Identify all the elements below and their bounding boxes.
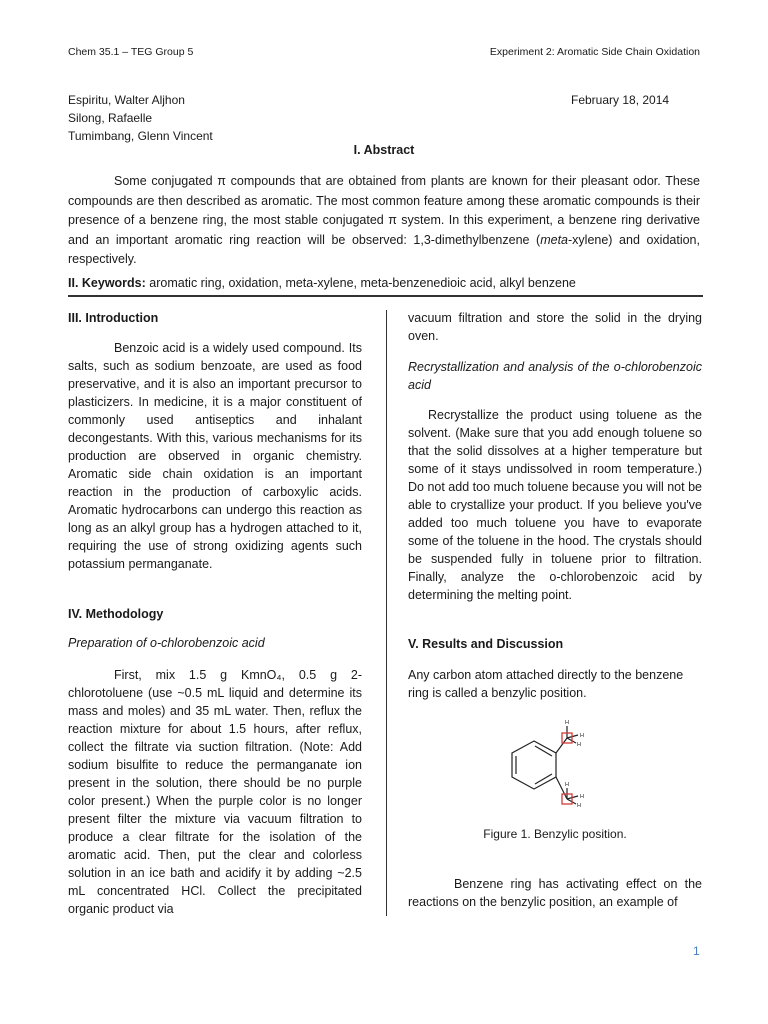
methodology-body-2: Recrystallize the product using toluene as the solvent. (Make sure that you add enough toluene so that the solid dissolves at a higher temperature but some of it stays undissolved in room temperature.) Do not add too much toluene because you will not be able to crystallize your product. If you believe you've added too much toluene you have to evaporate some of the toluene in the hood. The crystals should be suspended fully in toluene prior to filtration. Finally, analyze the o-chlorobenzoic acid by determining the melting point.: [408, 408, 702, 602]
abstract-italic: meta: [540, 232, 569, 247]
intro-text: [68, 339, 362, 573]
section-rule: [68, 295, 703, 297]
h-label: H: [565, 782, 569, 788]
methodology-text-1: [68, 666, 362, 918]
h-label: H: [580, 794, 584, 800]
abstract-title: I. Abstract: [353, 143, 415, 157]
results-body-2: Benzene ring has activating effect on the reactions on the benzylic position, an example of: [408, 877, 702, 909]
column-divider: [386, 310, 387, 916]
author-3: Tumimbang, Glenn Vincent: [68, 129, 213, 143]
keywords-label: II. Keywords:: [68, 276, 146, 290]
keywords: [68, 276, 700, 290]
results-text-2: [408, 875, 702, 911]
figure-caption: Figure 1. Benzylic position.: [483, 827, 627, 841]
methodology-subtitle-2: Recrystallization and analysis of the o-chlorobenzoic acid: [408, 360, 702, 392]
header-experiment: Experiment 2: Aromatic Side Chain Oxidation: [489, 46, 700, 58]
header-course: Chem 35.1 – TEG Group 5: [68, 46, 194, 58]
methodology-text-1-cont: vacuum filtration and store the solid in the drying oven.: [408, 311, 702, 343]
benzene-ring: [512, 741, 556, 789]
h-label: H: [565, 720, 569, 726]
abstract-body: Some conjugated π compounds that are obtained from plants are known for their pleasant odor. These compounds are then described as aromatic. The most common feature among these aromatic compounds is their presence of a benzene ring, the most stable conjugated π system. In this experiment, a benzene ring derivative and an important aromatic ring reaction will be observed: 1,3-dimethylbenzene (: [68, 174, 700, 247]
abstract-text: [68, 172, 700, 270]
methodology-text-2: [408, 406, 702, 604]
author-2: Silong, Rafaelle: [68, 111, 153, 125]
h-label: H: [580, 733, 584, 739]
ring-double-bond-2: [535, 746, 552, 756]
methodology-title: [68, 605, 362, 623]
benzylic-figure: [500, 714, 600, 824]
author-1: Espiritu, Walter Aljhon: [68, 93, 185, 107]
page-number: 1: [693, 944, 700, 958]
abstract-end: -xylene) and oxidation, respectively.: [68, 232, 700, 266]
results-title: [408, 635, 702, 653]
results-title-text: V. Results and Discussion: [408, 637, 564, 651]
methodology-body-1: First, mix 1.5 g KmnO₄, 0.5 g 2-chlorotoluene (use ~0.5 mL liquid and determine its mass and moles) and 35 mL water. Then, reflux the reaction mixture for about 1.5 hours, after reflux, collect the filtrate via suction filtration. (Note: Add sodium bisulfite to reduce the permanganate ion present in the solution, there should be no purple color present.) When the purple color is no longer present filter the mixture via vacuum filtration to produce a clear filtrate for the isolation of the aromatic acid. Then, put the clear and colorless solution in an ice bath and acidify it by adding ~2.5 mL concentrated HCl. Collect the precipitated organic product via: [68, 668, 362, 916]
methodology-subtitle-1: Preparation of o-chlorobenzoic acid: [68, 636, 265, 650]
intro-title: [68, 309, 362, 327]
intro-body: Benzoic acid is a widely used compound. Its salts, such as sodium benzoate, are used as food preservative, and it is also an important precursor to plasticizers. In medicine, it is a major constituent of commonly used antiseptics and inhalant decongestants. With this, various mechanisms for its production are observed in organic chemistry. Aromatic side chain oxidation is an important reaction in the production of carboxylic acids. Aromatic hydrocarbons can undergo this reaction as long as an alkyl group has a hydrogen attached to it, requiring the use of strong oxidizing agents such potassium permanganate.: [68, 341, 362, 571]
intro-title-text: III. Introduction: [68, 311, 159, 325]
results-text-1: Any carbon atom attached directly to the benzene ring is called a benzylic position.: [408, 668, 684, 700]
h-label: H: [577, 742, 581, 748]
keywords-text: aromatic ring, oxidation, meta-xylene, meta-benzenedioic acid, alkyl benzene: [145, 276, 576, 290]
h-label: H: [577, 803, 581, 809]
date: February 18, 2014: [571, 93, 670, 107]
ring-double-bond-3: [535, 774, 552, 784]
methodology-title-text: IV. Methodology: [68, 607, 164, 621]
